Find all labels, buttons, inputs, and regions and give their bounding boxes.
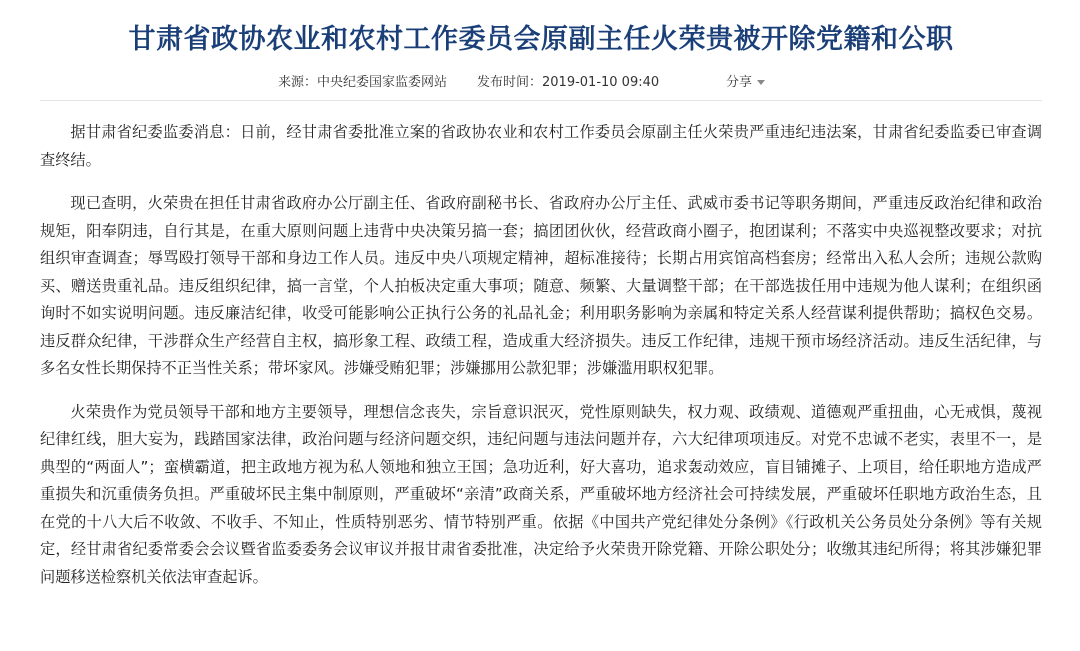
divider <box>40 100 1042 101</box>
publish-time: 发布时间：2019-01-10 09:40 <box>477 75 660 90</box>
article-title: 甘肃省政协农业和农村工作委员会原副主任火荣贵被开除党籍和公职 <box>128 24 954 55</box>
share-button[interactable] <box>726 68 765 98</box>
chevron-down-icon <box>757 80 765 85</box>
article-body <box>40 119 1042 591</box>
paragraph-3: 火荣贵作为党员领导干部和地方主要领导，理想信念丧失，宗旨意识泯灭，党性原则缺失，权力观、政绩观、道德观严重扭曲，心无戒惧，蔑视纪律红线，胆大妄为，践踏国家法律，政治问题与经济问题交织，违纪问题与违法问题并存，六大纪律项项违反。对党不忠诚不老实，表里不一，是典型的“两面人”；蛮横霸道，把主政地方视为私人领地和独立王国；急功近利，好大喜功，追求轰动效应，盲目铺摊子、上项目，给任职地方造成严重损失和沉重债务负担。严重破坏民主集中制原则，严重破坏“亲清”政商关系，严重破坏地方经济社会可持续发展，严重破坏任职地方政治生态，且在党的十八大后不收敛、不收手、不知止，性质特别恶劣、情节特别严重。依据《中国共产党纪律处分条例》《行政机关公务员处分条例》等有关规定，经甘肃省纪委常委会会议暨省监委委务会议审议并报甘肃省委批准，决定给予火荣贵开除党籍、开除公职处分；收缴其违纪所得；将其涉嫌犯罪问题移送检察机关依法审查起诉。 <box>40 402 1042 586</box>
article-meta <box>40 68 1042 98</box>
paragraph-1: 据甘肃省纪委监委消息：日前，经甘肃省委批准立案的省政协农业和农村工作委员会原副主任火荣贵严重违纪违法案，甘肃省纪委监委已审查调查终结。 <box>40 123 1042 169</box>
share-label: 分享 <box>726 75 753 90</box>
paragraph-2: 现已查明，火荣贵在担任甘肃省政府办公厅副主任、省政府副秘书长、省政府办公厅主任、武威市委书记等职务期间，严重违反政治纪律和政治规矩，阳奉阴违，自行其是，在重大原则问题上违背中央决策另搞一套；搞团团伙伙，经营政商小圈子，抱团谋利；不落实中央巡视整改要求；对抗组织审查调查；辱骂殴打领导干部和身边工作人员。违反中央八项规定精神，超标准接待；长期占用宾馆高档套房；经常出入私人会所；违规公款购买、赠送贵重礼品。违反组织纪律，搞一言堂，个人拍板决定重大事项；随意、频繁、大量调整干部；在干部选拔任用中违规为他人谋利；在组织函询时不如实说明问题。违反廉洁纪律，收受可能影响公正执行公务的礼品礼金；利用职务影响为亲属和特定关系人经营谋利提供帮助；搞权色交易。违反群众纪律，干涉群众生产经营自主权，搞形象工程、政绩工程，造成重大经济损失。违反工作纪律，违规干预市场经济活动。违反生活纪律，与多名女性长期保持不正当性关系；带坏家风。涉嫌受贿犯罪；涉嫌挪用公款犯罪；涉嫌滥用职权犯罪。 <box>40 194 1042 377</box>
article-source: 来源：中央纪委国家监委网站 <box>278 75 448 90</box>
